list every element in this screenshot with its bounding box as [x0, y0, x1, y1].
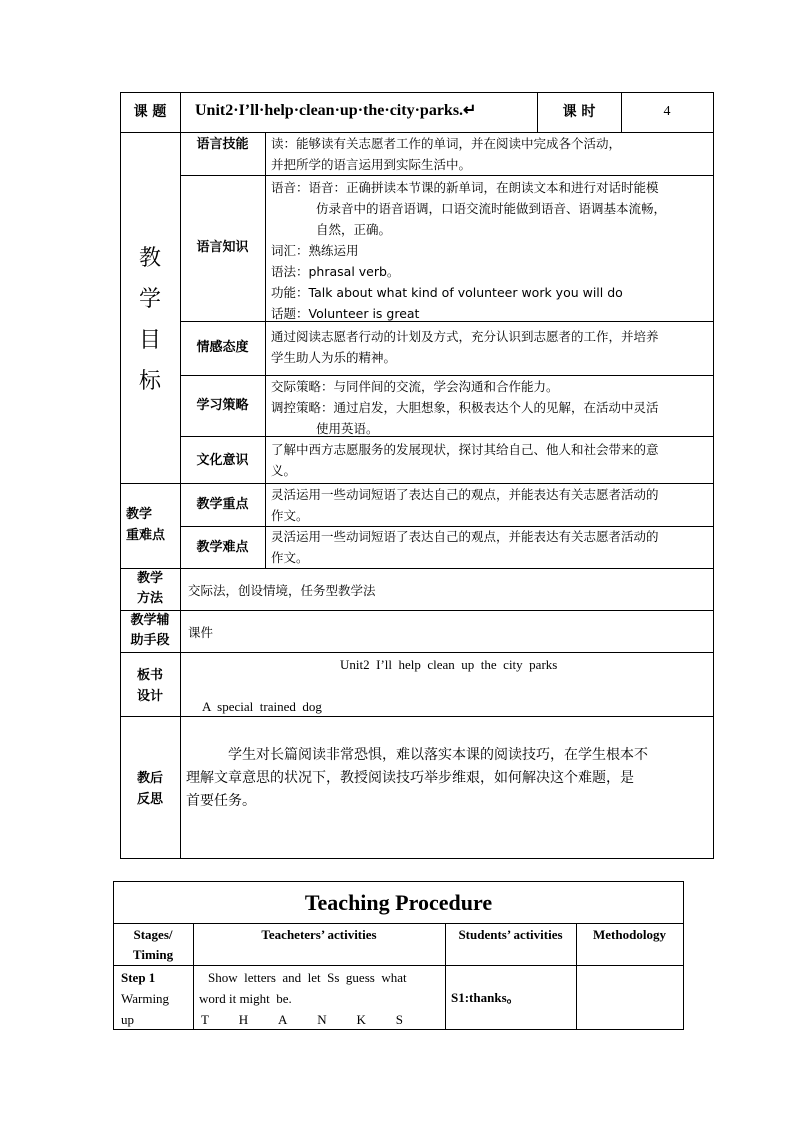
skills-line: 并把所学的语言运用到实际生活中。	[271, 157, 472, 172]
letter: K	[356, 1012, 366, 1027]
letter: T	[201, 1012, 209, 1027]
aids-label	[120, 611, 180, 651]
board-line1: Unit2 I’ll help clean up the city parks	[340, 657, 558, 672]
stage-line: up	[121, 1012, 134, 1027]
teacher-activity-line: word it might be.	[199, 991, 292, 1006]
culture-line: 了解中西方志愿服务的发展现状，探讨其给自己、他人和社会带来的意	[271, 442, 659, 457]
focus-label: 教学重点	[196, 497, 249, 512]
culture-line: 义。	[271, 463, 297, 478]
skills-line: 读：能够读有关志愿者工作的单词，并在阅读中完成各个活动，	[271, 136, 622, 151]
method-value: 交际法，创设情境，任务型教学法	[188, 583, 376, 598]
board-label-line: 板书	[136, 668, 163, 683]
letter: S	[395, 1012, 403, 1027]
methodology-header: Methodology	[593, 927, 666, 942]
attitude-text	[271, 326, 713, 368]
focus-text	[271, 484, 713, 526]
method-label	[120, 569, 180, 609]
reflection-label-line: 反思	[136, 792, 163, 807]
knowledge-text	[271, 177, 713, 324]
reflection-line: 理解文章意思的状况下，教授阅读技巧举步维艰，如何解决这个难题，是	[186, 770, 634, 786]
strategy-line: 调控策略：通过启发，大胆想象，积极表达个人的见解，在活动中灵活	[271, 400, 659, 415]
strategy-line: 交际策略：与同伴间的交流，学会沟通和合作能力。	[271, 379, 559, 394]
letters-row	[199, 1009, 403, 1030]
reflection-line: 首要任务。	[186, 793, 256, 809]
stage-cell	[121, 967, 191, 1030]
objectives-char: 标	[138, 369, 161, 394]
focus-line: 灵活运用一些动词短语了表达自己的观点，并能表达有关志愿者活动的	[271, 487, 659, 502]
function-line: 功能：Talk about what kind of volunteer work you will do	[271, 285, 623, 300]
aids-value: 课件	[188, 625, 214, 640]
students-header: Students’ activities	[458, 927, 563, 942]
reflection-label	[120, 768, 180, 810]
difficulty-text	[271, 526, 713, 568]
letter: A	[278, 1012, 288, 1027]
keypoints-group-line: 重难点	[126, 528, 166, 543]
attitude-line: 通过阅读志愿者行动的计划及方式，充分认识到志愿者的工作，并培养	[271, 329, 659, 344]
step-label: Step 1	[121, 970, 156, 985]
stage-line: Warming	[121, 991, 170, 1006]
method-label-line: 教学	[136, 571, 163, 586]
vocab-line: 词汇：熟练运用	[271, 243, 359, 258]
title-label: 课 题	[133, 104, 167, 120]
board-label	[120, 665, 180, 707]
method-label-line: 方法	[136, 591, 163, 606]
reflection-label-line: 教后	[136, 771, 163, 786]
keypoints-group-line: 教学	[126, 507, 153, 522]
strategy-line: 使用英语。	[316, 421, 379, 436]
lesson-title: Unit2·I’ll·help·clean·up·the·city·parks.↵	[195, 102, 477, 119]
stages-header-line: Timing	[132, 947, 174, 962]
skills-label: 语言技能	[196, 137, 249, 152]
letter: H	[238, 1012, 249, 1027]
objectives-char: 目	[138, 328, 161, 353]
knowledge-line: 仿录音中的语音语调，口语交流时能做到语音、语调基本流畅，	[316, 201, 667, 216]
aids-label-line: 助手段	[130, 633, 170, 648]
attitude-label: 情感态度	[196, 340, 249, 355]
hours-label: 课 时	[562, 104, 596, 120]
students-activity-cell: S1:thanks。	[451, 990, 520, 1005]
hours-value: 4	[663, 104, 671, 119]
objectives-char: 学	[138, 287, 161, 312]
topic-line: 话题：Volunteer is great	[271, 306, 420, 321]
objectives-char: 教	[138, 246, 161, 271]
stages-header-line: Stages/	[133, 927, 173, 942]
letter: N	[317, 1012, 327, 1027]
knowledge-line: 自然，正确。	[316, 222, 392, 237]
reflection-line: 学生对长篇阅读非常恐惧，难以落实本课的阅读技巧，在学生根本不	[228, 747, 648, 763]
strategy-label: 学习策略	[196, 398, 249, 413]
board-label-line: 设计	[136, 689, 163, 704]
knowledge-label: 语言知识	[196, 240, 249, 255]
teacher-header: Teacheters’ activities	[261, 927, 377, 942]
aids-label-line: 教学辅	[130, 613, 170, 628]
attitude-line: 学生助人为乐的精神。	[271, 350, 397, 365]
difficulty-label: 教学难点	[196, 540, 249, 555]
objectives-group-label	[120, 238, 180, 402]
procedure-title: Teaching Procedure	[304, 890, 493, 915]
culture-label: 文化意识	[196, 453, 249, 468]
board-line2: A special trained dog	[202, 699, 322, 714]
keypoints-group-label	[120, 504, 180, 546]
difficulty-line: 灵活运用一些动词短语了表达自己的观点，并能表达有关志愿者活动的	[271, 529, 659, 544]
teacher-activity-line: Show letters and let Ss guess what	[208, 970, 407, 985]
strategy-text	[271, 376, 713, 439]
difficulty-line: 作文。	[271, 550, 309, 565]
focus-line: 作文。	[271, 508, 309, 523]
culture-text	[271, 439, 713, 481]
reflection-text	[186, 744, 710, 813]
skills-text	[271, 133, 713, 175]
teacher-activity-cell	[199, 967, 441, 1030]
grammar-line: 语法：phrasal verb。	[271, 264, 400, 279]
knowledge-line: 语音：语音：正确拼读本节课的新单词，在朗读文本和进行对话时能模	[271, 180, 659, 195]
stages-header	[113, 925, 193, 965]
